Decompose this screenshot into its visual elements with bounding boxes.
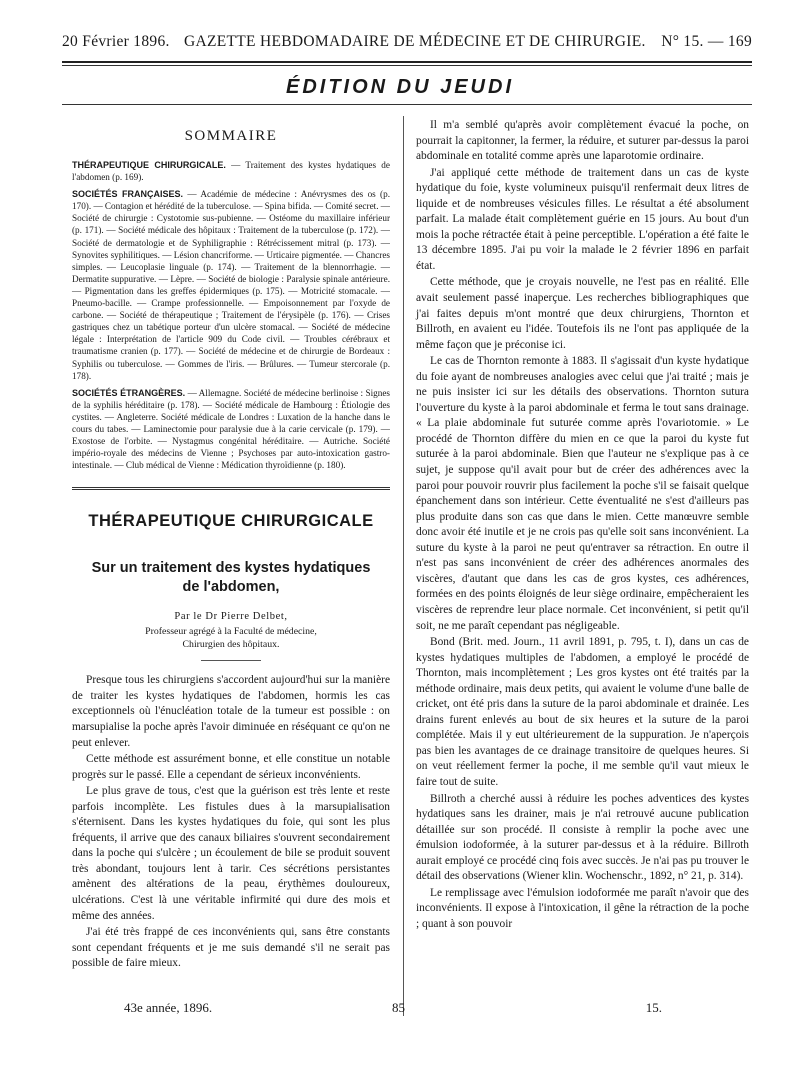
paragraph: Billroth a cherché aussi à réduire les poches adventices des kystes hydatiques sans les drainer, mais je n'ai retrouvé aucune publication détaillée sur son procédé. Il consiste à remplir la poche avec une émulsion iodoformée, à la suturer par-dessus et à la réduire. Billroth aurait employé ce procédé cinq fois avec succès. Je n'ai pas pu trouver le détail des observations (Wiener klin. Wochenschr., 1892, n° 21, p. 314). — [416, 792, 749, 883]
paragraph: Il m'a semblé qu'après avoir complètement évacué la poche, on pourrait la capitonner, la fermer, la réduire, et suturer par-dessus la paroi abdominale en totalité comme après une laparotomie ordinaire. — [416, 119, 749, 163]
left-column — [72, 118, 390, 972]
author-rule — [201, 660, 261, 661]
paragraph: Le plus grave de tous, c'est que la guérison est très lente et reste parfois incomplète. Les fistules dues à la marsupialisation s'éternisent. Dans les kystes hydatiques du foie, qui sont les plus fréquents, il arrive que des canaux biliaires s'ouvrent secondairement dans la poche qui s'ulcère ; un écoulement de bile se produit souvent très abondant, toujours lent à tarir. Ces sécrétions persistantes amènent des altérations de la peau, érythèmes douloureux, ulcérations. C'est là une véritable infirmité qui dure des mois et même des années. — [72, 785, 390, 922]
footer-year: 43e année, 1896. — [124, 1000, 213, 1015]
article-title-line: Sur un traitement des kystes hydatiques — [91, 560, 371, 577]
paragraph: Le cas de Thornton remonte à 1883. Il s'agissait d'un kyste hydatique du foie ayant de nombreuses analogies avec celui que j'ai traité ; mais je ne puis insister ici sur les détails des observations. Thornton sutura l'ouverture du kyste à la paroi abdominale et ferma le tout sans drainage. « La plaie abdominale fut suturée comme après l'ovariotomie. » Le procédé de Thornton diffère du mien en ce que la paroi du kyste fut suturée à la paroi abdominale. Bien que l'auteur ne s'explique pas à ce sujet, je suppose qu'il avait pour but de créer des adhérences avec la paroi pour pouvoir rouvrir plus facilement la poche s'il se faisait quelque épanchement dans son intérieur. Cette éventualité ne s'est d'ailleurs pas plus produite dans son cas que dans le mien. Cette manœuvre semble donc avoir été inutile et je ne crois pas qu'elle soit sans inconvénient. La suture du kyste à la paroi ne peut qu'entraver sa rétraction. En outre il n'est pas sans inconvénient de créer des adhérences anormales des viscères, d'autant que dans les cas de gros kystes, ces adhérences, formées en des points éloignés de leur siège ordinaire, empêcheraient les viscères de reprendre leur place normale. Cet inconvénient, si petit qu'il soit, ne me paraît cependant pas négligeable. — [416, 355, 749, 632]
right-column — [416, 118, 749, 932]
sommaire-entry — [72, 387, 390, 472]
issue-page-number: N° 15. — 169 — [661, 33, 752, 50]
paragraph: Cette méthode, que je croyais nouvelle, ne l'est pas en réalité. Elle avait seulement passé inaperçue. Les recherches bibliographiques que j'ai faites depuis m'ont montré que deux chirurgiens, Thornton et Billroth, en avaient eu l'idée. Toutefois ils ne l'ont pas appliquée de la même façon que je préconise ici. — [416, 276, 749, 351]
page-footer — [62, 1000, 752, 1020]
sommaire-entry-text: — Allemagne. Société de médecine berlinoise : Signes de la syphilis héréditaire (p. 178). — Société médicale de Hambourg : Étiologie des cystites. — Angleterre. Société médicale de Londres : Luxation de la hanche dans le cours du tabes. — Laminectomie pour paralysie due à la carie cervicale (p. 179). — Exostose de l'orbite. — Nystagmus congénital héréditaire. — Autriche. Société império-royale des médecins de Vienne ; Psychoses par auto-intoxication gastro-intestinale. — Club médical de Vienne : Médication thyroïdienne (p. 180). — [72, 387, 390, 471]
sommaire-title: SOMMAIRE — [184, 128, 278, 144]
author-affiliation: Chirurgien des hôpitaux. — [182, 639, 280, 651]
paragraph: Presque tous les chirurgiens s'accordent aujourd'hui sur la manière de traiter les kystes hydatiques de l'abdomen, hormis les cas exceptionnels où l'énucléation totale de la tumeur est possible : on marsupialise la poche après l'avoir diminuée en réséquant ce qu'on ne peut enlever. — [72, 674, 390, 749]
section-title: THÉRAPEUTIQUE CHIRURGICALE — [88, 512, 374, 531]
sommaire-entry-key: SOCIÉTÉS FRANÇAISES. — [72, 189, 184, 200]
sommaire-entry — [72, 159, 390, 183]
page-header — [62, 33, 752, 57]
paragraph: Bond (Brit. med. Journ., 11 avril 1891, p. 795, t. I), dans un cas de kystes hydatiques multiples de l'abdomen, a employé le procédé de Thornton, mais incomplètement ; Les gros kystes ont été traités par la méthode ordinaire, mais deux petits, qui avaient le volume d'une balle de cricket, ont été pris dans la suture de la paroi abdominale et drainée. Les drains furent enlevés au bout de six heures et la suture de la paroi complétée. Mais il y eut ultérieurement de la suppuration. Je n'aperçois pas bien les avantages de ce drainage transitoire de quelques heures. Si on veut réellement fermer la poche, il me semble qu'il vaut mieux le faire tout de suite. — [416, 636, 749, 788]
column-divider — [403, 116, 404, 1016]
section-divider — [72, 487, 390, 490]
article-title-line: de l'abdomen, — [182, 579, 280, 596]
article-title — [72, 559, 390, 597]
author-affiliation: Professeur agrégé à la Faculté de médecine, — [145, 626, 317, 638]
header-rule-thin — [62, 65, 752, 66]
sommaire-entry-key: SOCIÉTÉS ÉTRANGÈRES. — [72, 387, 186, 398]
sommaire-entry-text: — Académie de médecine : Anévrysmes des os (p. 170). — Contagion et hérédité de la tuberculose. — Spina bifida. — Comité secret. — Société de chirurgie : Cystotomie sus-pubienne. — Ostéome du maxillaire inférieur (p. 171). — Société médicale des hôpitaux : Traitement de la tuberculose (p. 172). — Société de dermatologie et de Syphiligraphie : Rétrécissement mitral (p. 173). — Synovites syphilitiques. — Lésion chancriforme. — Urticaire pigmentée. — Chancres simples. — Leucoplasie linguale (p. 174). — Traitement de la blennorrhagie. — Dermatite suppurative. — Lèpre. — Société de biologie : Paralysie spinale antérieure. — Pigmentation dans les greffes épidermiques (p. 175). — Motricité stomacale. — Pneumo-bacille. — Crampe professionnelle. — Empoisonnement par l'oxyde de carbone. — Société de thérapeutique ; Traitement de l'érysipèle (p. 176). — Crises gastriques chez un tabétique porteur d'un ulcère stomacal. — Société de médecine légale : Interprétation de l'article 909 du Code civil. — Troubles cérébraux et traumatisme cranien (p. 177). — Société de médecine et de chirurgie de Bordeaux : Syphilis ou tuberculose. — Gommes de l'iris. — Brûlures. — Tumeur stercorale (p. 178). — [72, 189, 391, 381]
paragraph: J'ai été très frappé de ces inconvénients qui, sans être constants sont cependant fréquents et je me suis demandé s'il ne serait pas possible de faire mieux. — [72, 926, 390, 970]
journal-name: GAZETTE HEBDOMADAIRE DE MÉDECINE ET DE CHIRURGIE. — [184, 33, 646, 50]
header-date: 20 Février 1896. — [62, 33, 170, 50]
header-rule — [62, 61, 752, 63]
article-body-left — [72, 673, 390, 971]
edition-rule — [62, 104, 752, 105]
article-author: Par le Dr Pierre Delbet, — [174, 611, 288, 623]
sommaire-list — [72, 159, 390, 471]
sommaire-entry — [72, 188, 390, 382]
footer-page-number: 85 — [392, 1000, 405, 1015]
footer-issue: 15. — [645, 1000, 662, 1015]
edition-banner: ÉDITION DU JEUDI — [285, 76, 515, 98]
paragraph: Le remplissage avec l'émulsion iodoformée me paraît n'avoir que des inconvénients. Il expose à l'intoxication, il gêne la rétraction de la poche ; quant à son pouvoir — [416, 886, 749, 930]
paragraph: J'ai appliqué cette méthode de traitement dans un cas de kyste hydatique du foie, kyste volumineux puisqu'il renfermait deux litres de liquide et de nombreuses vésicules filles. Le résultat a été absolument parfait. La malade était complètement guérie en 15 jours. Au bout d'un mois la poche rétractée était à peine perceptible. L'opération a été faite le 13 décembre 1895. J'ai pu voir la malade le 2 février 1896 en parfait état. — [416, 166, 749, 272]
paragraph: Cette méthode est assurément bonne, et elle constitue un notable progrès sur le passé. Elle a cependant de sérieux inconvénients. — [72, 753, 390, 781]
sommaire-entry-key: THÉRAPEUTIQUE CHIRURGICALE. — [72, 160, 226, 170]
sommaire-entry-text: — Traitement des kystes hydatiques de l'abdomen (p. 169). — [72, 160, 390, 183]
